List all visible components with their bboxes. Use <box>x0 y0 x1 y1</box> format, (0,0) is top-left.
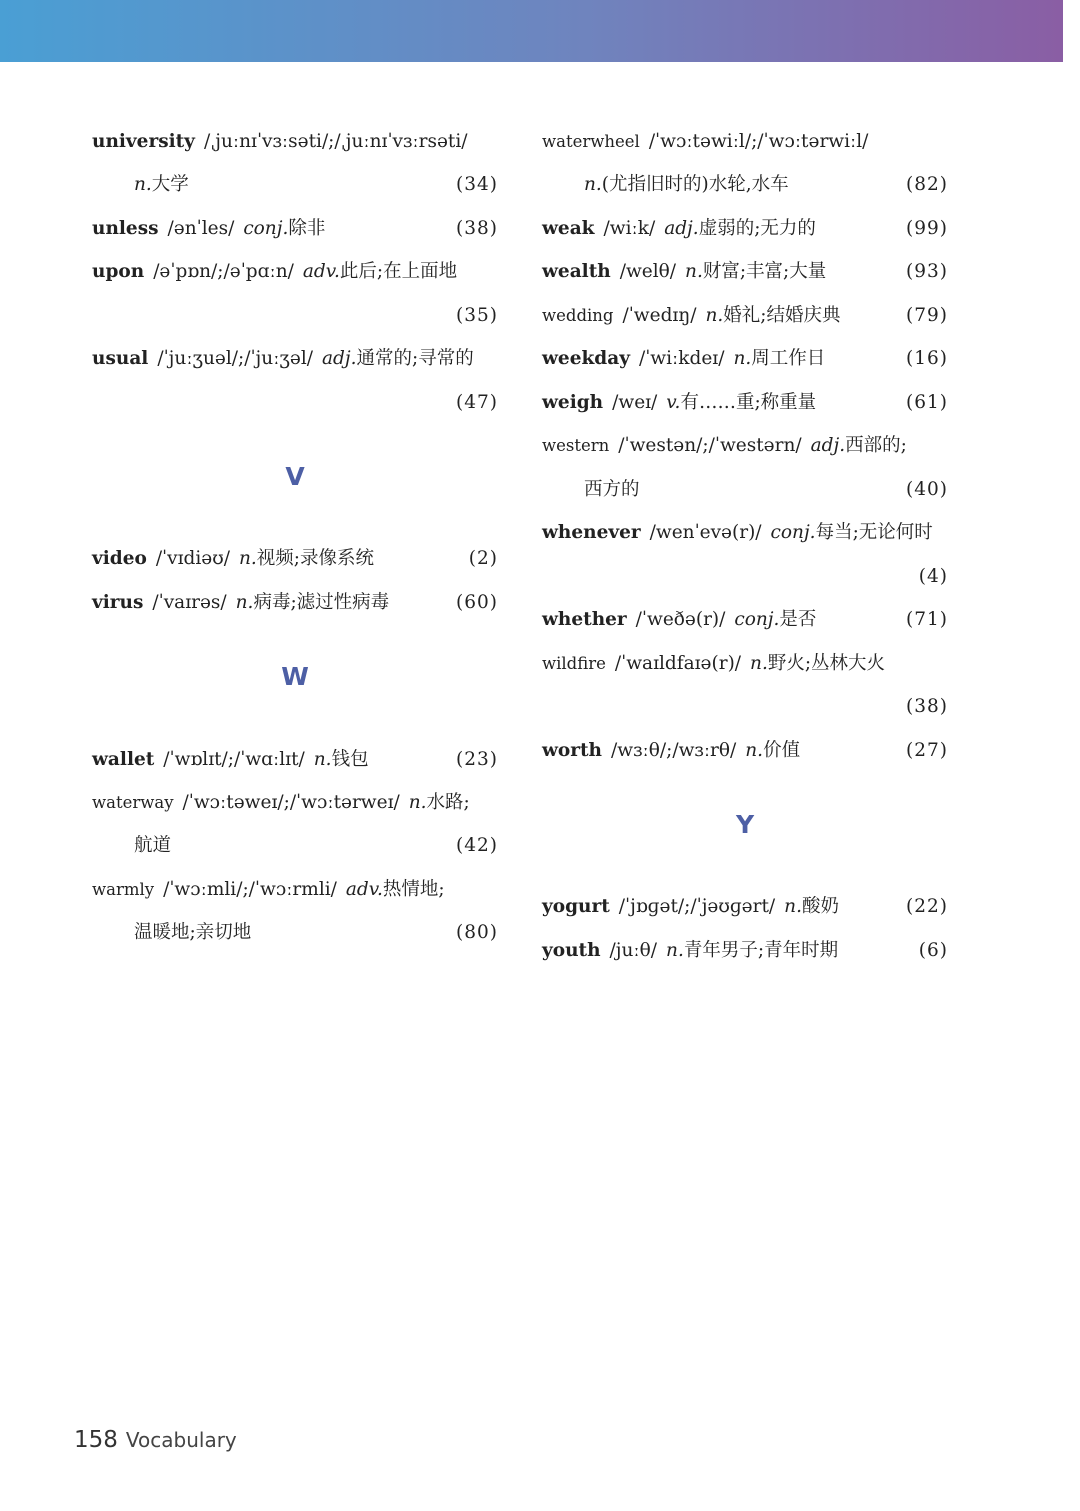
definition: 钱包 <box>331 749 369 770</box>
pronunciation: /wenˈevə(r)/ <box>649 522 762 543</box>
entry-whenever <box>542 518 948 548</box>
headword: weekday <box>542 348 630 369</box>
entry-video <box>92 544 498 574</box>
page-number: 158 <box>74 1427 118 1453</box>
entry-usual <box>92 344 498 374</box>
part-of-speech: adv. <box>302 261 340 282</box>
part-of-speech: adj. <box>664 218 699 239</box>
footer-label: Vocabulary <box>125 1428 237 1452</box>
headword: video <box>92 548 147 569</box>
headword: waterwheel <box>542 132 640 151</box>
part-of-speech: n. <box>584 174 602 195</box>
definition: 大学 <box>151 174 189 195</box>
headword: usual <box>92 348 149 369</box>
page-ref: (6) <box>918 940 948 961</box>
pronunciation: /ˈwestən/;/ˈwestərn/ <box>618 435 802 456</box>
page-ref: (42) <box>456 835 498 856</box>
pronunciation: /wɜːθ/;/wɜːrθ/ <box>611 740 737 761</box>
headword: wedding <box>542 306 614 325</box>
page-ref: (35) <box>456 305 498 326</box>
page-ref: (2) <box>468 548 498 569</box>
headword: weigh <box>542 392 604 413</box>
entry-waterwheel <box>542 127 948 157</box>
part-of-speech: n. <box>134 174 152 195</box>
entry-weekday <box>542 344 948 374</box>
pronunciation: /ˈwɔːtəweɪ/;/ˈwɔːtərweɪ/ <box>182 792 400 813</box>
pronunciation: /juːθ/ <box>609 940 658 961</box>
section-letter-y: Y <box>735 810 755 839</box>
entry-western-cont <box>542 475 948 505</box>
definition: 是否 <box>779 609 817 630</box>
page-ref: (22) <box>906 896 948 917</box>
definition: 财富;丰富;大量 <box>702 261 827 282</box>
definition: 通常的;寻常的 <box>356 348 474 369</box>
page-ref: (47) <box>456 392 498 413</box>
entry-wallet <box>92 745 498 775</box>
entry-waterway-cont <box>92 831 498 861</box>
headword: university <box>92 131 195 152</box>
part-of-speech: v. <box>666 392 681 413</box>
pronunciation: /ˈjɒɡət/;/ˈjəʊɡərt/ <box>618 896 776 917</box>
pronunciation: /weɪ/ <box>612 392 658 413</box>
section-letter-w: W <box>281 662 309 691</box>
entry-upon <box>92 257 498 287</box>
section-letter-v: V <box>285 462 305 491</box>
entry-university <box>92 127 498 157</box>
page-ref: (16) <box>906 348 948 369</box>
page-ref: (93) <box>906 261 948 282</box>
entry-waterwheel-cont <box>542 170 948 200</box>
entry-youth <box>542 936 948 966</box>
page-ref: (27) <box>906 740 948 761</box>
part-of-speech: n. <box>408 792 427 813</box>
pronunciation: /welθ/ <box>619 261 677 282</box>
pronunciation: /ˈwedɪŋ/ <box>622 305 697 326</box>
definition: 每当;无论何时 <box>815 522 933 543</box>
part-of-speech: n. <box>784 896 802 917</box>
header-band <box>0 0 1063 62</box>
entry-upon-cont <box>92 301 498 331</box>
pronunciation: /ˈwɔːmli/;/ˈwɔːrmli/ <box>163 879 337 900</box>
headword: virus <box>92 592 144 613</box>
part-of-speech: n. <box>705 305 724 326</box>
entry-warmly <box>92 875 498 905</box>
entry-western <box>542 431 948 461</box>
definition: 病毒;滤过性病毒 <box>253 592 390 613</box>
definition: 水路; <box>426 792 470 813</box>
page-footer <box>74 1424 237 1456</box>
headword: wallet <box>92 749 155 770</box>
pronunciation: /ənˈles/ <box>167 218 235 239</box>
entry-wildfire-cont <box>542 692 948 722</box>
page-ref: (38) <box>906 696 948 717</box>
part-of-speech: adj. <box>810 435 846 456</box>
definition: 视频;录像系统 <box>256 548 374 569</box>
pronunciation: /ˈwɔːtəwiːl/;/ˈwɔːtərwiːl/ <box>648 131 869 152</box>
definition: 价值 <box>763 740 801 761</box>
page-ref: (4) <box>918 566 948 587</box>
pronunciation: /wiːk/ <box>603 218 656 239</box>
headword: yogurt <box>542 896 610 917</box>
pronunciation: /əˈpɒn/;/əˈpɑːn/ <box>153 261 294 282</box>
entry-wedding <box>542 301 948 331</box>
pronunciation: /ˈjuːʒuəl/;/ˈjuːʒəl/ <box>157 348 313 369</box>
page-ref: (38) <box>456 218 498 239</box>
definition: 有……重;称重量 <box>680 392 817 413</box>
entry-wildfire <box>542 649 948 679</box>
entry-whether <box>542 605 948 635</box>
headword: wildfire <box>542 654 606 673</box>
definition: 酸奶 <box>801 896 839 917</box>
part-of-speech: n. <box>666 940 684 961</box>
headword: unless <box>92 218 159 239</box>
definition-continued: 航道 <box>134 835 172 856</box>
pronunciation: /ˈvɪdiəʊ/ <box>155 548 230 569</box>
definition: 此后;在上面地 <box>339 261 458 282</box>
definition: 热情地; <box>382 879 445 900</box>
page-ref: (99) <box>906 218 948 239</box>
part-of-speech: conj. <box>770 522 816 543</box>
entry-weak <box>542 214 948 244</box>
page-ref: (61) <box>906 392 948 413</box>
part-of-speech: n. <box>238 548 257 569</box>
definition: 青年男子;青年时期 <box>683 940 839 961</box>
definition-continued: 温暖地;亲切地 <box>134 922 252 943</box>
entry-yogurt <box>542 892 948 922</box>
part-of-speech: adj. <box>321 348 357 369</box>
definition: 婚礼;结婚庆典 <box>723 305 841 326</box>
headword: upon <box>92 261 145 282</box>
definition: 除非 <box>288 218 326 239</box>
headword: waterway <box>92 793 174 812</box>
part-of-speech: n. <box>750 653 768 674</box>
headword: whenever <box>542 522 641 543</box>
headword: western <box>542 436 610 455</box>
pronunciation: /ˈvaɪrəs/ <box>152 592 227 613</box>
entry-unless <box>92 214 498 244</box>
page-ref: (80) <box>456 922 498 943</box>
definition: (尤指旧时的)水轮,水车 <box>601 174 789 195</box>
entry-worth <box>542 736 948 766</box>
definition-continued: 西方的 <box>584 479 640 500</box>
part-of-speech: conj. <box>734 609 780 630</box>
page-ref: (79) <box>906 305 948 326</box>
page-ref: (40) <box>906 479 948 500</box>
part-of-speech: n. <box>733 348 752 369</box>
pronunciation: /ˈwɒlɪt/;/ˈwɑːlɪt/ <box>163 749 305 770</box>
entry-weigh <box>542 388 948 418</box>
page-ref: (34) <box>456 174 498 195</box>
pronunciation: /ˈwiːkdeɪ/ <box>638 348 725 369</box>
page-ref: (60) <box>456 592 498 613</box>
headword: worth <box>542 740 603 761</box>
definition: 虚弱的;无力的 <box>698 218 816 239</box>
part-of-speech: adv. <box>345 879 383 900</box>
entry-whenever-cont <box>542 562 948 592</box>
part-of-speech: conj. <box>243 218 289 239</box>
pronunciation: /ˌjuːnɪˈvɜːsəti/;/ˌjuːnɪˈvɜːrsəti/ <box>203 131 468 152</box>
entry-usual-cont <box>92 388 498 418</box>
entry-waterway <box>92 788 498 818</box>
entry-wealth <box>542 257 948 287</box>
headword: youth <box>542 940 601 961</box>
headword: warmly <box>92 880 155 899</box>
headword: weak <box>542 218 595 239</box>
part-of-speech: n. <box>685 261 703 282</box>
definition: 西部的; <box>845 435 907 456</box>
part-of-speech: n. <box>235 592 254 613</box>
entry-warmly-cont <box>92 918 498 948</box>
headword: wealth <box>542 261 611 282</box>
pronunciation: /ˈweðə(r)/ <box>635 609 726 630</box>
definition: 周工作日 <box>751 348 826 369</box>
definition: 野火;丛林大火 <box>767 653 886 674</box>
part-of-speech: n. <box>313 749 332 770</box>
pronunciation: /ˈwaɪldfaɪə(r)/ <box>614 653 742 674</box>
page-ref: (23) <box>456 749 498 770</box>
page-ref: (82) <box>906 174 948 195</box>
headword: whether <box>542 609 627 630</box>
entry-virus <box>92 588 498 618</box>
page-ref: (71) <box>906 609 948 630</box>
part-of-speech: n. <box>745 740 764 761</box>
entry-university-cont <box>92 170 498 200</box>
